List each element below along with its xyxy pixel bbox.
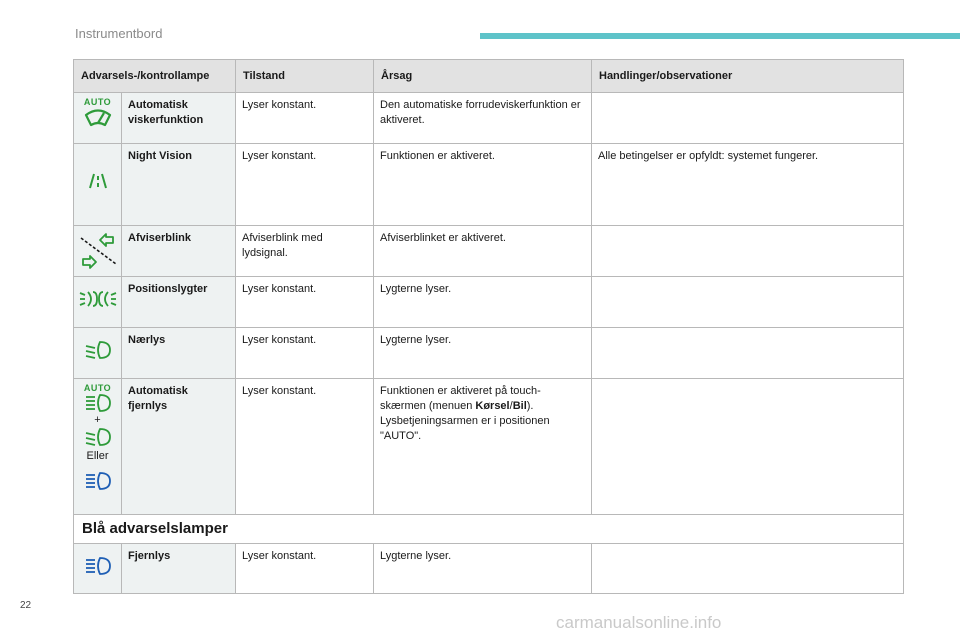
auto-label: AUTO xyxy=(83,97,112,107)
lamp-state: Lyser konstant. xyxy=(236,328,374,379)
section-row xyxy=(74,515,904,544)
high-beam-blue-icon xyxy=(84,471,112,491)
section-title: Blå advarselslamper xyxy=(74,515,904,544)
lamp-icon-cell xyxy=(74,144,122,226)
night-vision-icon xyxy=(81,154,115,190)
table-row xyxy=(74,144,904,226)
lamp-action xyxy=(592,226,904,277)
page-number: 22 xyxy=(20,600,32,611)
table-header-row xyxy=(74,60,904,93)
lamp-action: Alle betingelser er opfyldt: systemet fungerer. xyxy=(592,144,904,226)
column-header-cause: Årsag xyxy=(374,60,592,93)
lamp-cause: Lygterne lyser. xyxy=(374,544,592,594)
lamp-cause: Den automatiske forrudeviskerfunktion er aktiveret. xyxy=(374,93,592,144)
warning-lamp-table xyxy=(73,59,904,594)
lamp-state: Afviserblink med lydsignal. xyxy=(236,226,374,277)
lamp-action xyxy=(592,379,904,515)
lamp-action xyxy=(592,544,904,594)
lamp-cause: Funktionen er aktiveret. xyxy=(374,144,592,226)
lamp-name: Nærlys xyxy=(122,328,236,379)
cause-text-part: ). xyxy=(526,400,534,412)
lamp-icon-cell xyxy=(74,93,122,144)
cause-text-part: Lysbetjeningsarmen er i positionen "AUTO". xyxy=(380,415,550,442)
lamp-state: Lyser konstant. xyxy=(236,144,374,226)
table-row xyxy=(74,93,904,144)
table-row xyxy=(74,379,904,515)
table-row xyxy=(74,328,904,379)
turn-signal-icon xyxy=(78,230,118,272)
auto-label: AUTO xyxy=(83,383,112,393)
table-row xyxy=(74,277,904,328)
lamp-name: Automatisk fjernlys xyxy=(122,379,236,515)
lamp-action xyxy=(592,277,904,328)
lamp-name: Afviserblink xyxy=(122,226,236,277)
menu-name-driving: Kørsel xyxy=(475,400,510,412)
cause-text-part: Funktionen er aktiveret på touch-skærmen (menuen xyxy=(380,385,541,412)
column-header-lamp: Advarsels-/kontrollampe xyxy=(74,60,236,93)
lamp-action xyxy=(592,328,904,379)
lamp-cause: Lygterne lyser. xyxy=(374,277,592,328)
high-beam-icon xyxy=(84,556,112,576)
table-row xyxy=(74,544,904,594)
or-label: Eller xyxy=(86,450,109,462)
header-accent-bar xyxy=(480,33,960,39)
menu-separator: / xyxy=(509,400,513,412)
lamp-icon-cell xyxy=(74,277,122,328)
position-lights-icon xyxy=(79,289,117,309)
lamp-cause: Lygterne lyser. xyxy=(374,328,592,379)
lamp-state: Lyser konstant. xyxy=(236,277,374,328)
lamp-name: Automatisk viskerfunktion xyxy=(122,93,236,144)
lamp-name: Night Vision xyxy=(122,144,236,226)
column-header-state: Tilstand xyxy=(236,60,374,93)
auto-high-beam-green-icon xyxy=(84,393,112,413)
lamp-icon-cell xyxy=(74,379,122,515)
lamp-state: Lyser konstant. xyxy=(236,93,374,144)
menu-name-car: Bil xyxy=(512,400,527,412)
low-beam-icon xyxy=(84,340,112,360)
lamp-name: Positionslygter xyxy=(122,277,236,328)
plus-sign: + xyxy=(94,414,101,426)
lamp-state: Lyser konstant. xyxy=(236,379,374,515)
lamp-action xyxy=(592,93,904,144)
low-beam-green-icon xyxy=(84,427,112,447)
watermark: carmanualsonline.info xyxy=(556,613,722,632)
lamp-name: Fjernlys xyxy=(122,544,236,594)
auto-wiper-icon xyxy=(83,107,113,129)
lamp-icon-cell xyxy=(74,226,122,277)
lamp-state: Lyser konstant. xyxy=(236,544,374,594)
page-header-title: Instrumentbord xyxy=(75,26,163,41)
lamp-cause xyxy=(374,379,592,515)
lamp-icon-cell xyxy=(74,544,122,594)
column-header-action: Handlinger/observationer xyxy=(592,60,904,93)
lamp-cause: Afviserblinket er aktiveret. xyxy=(374,226,592,277)
table-row xyxy=(74,226,904,277)
lamp-icon-cell xyxy=(74,328,122,379)
